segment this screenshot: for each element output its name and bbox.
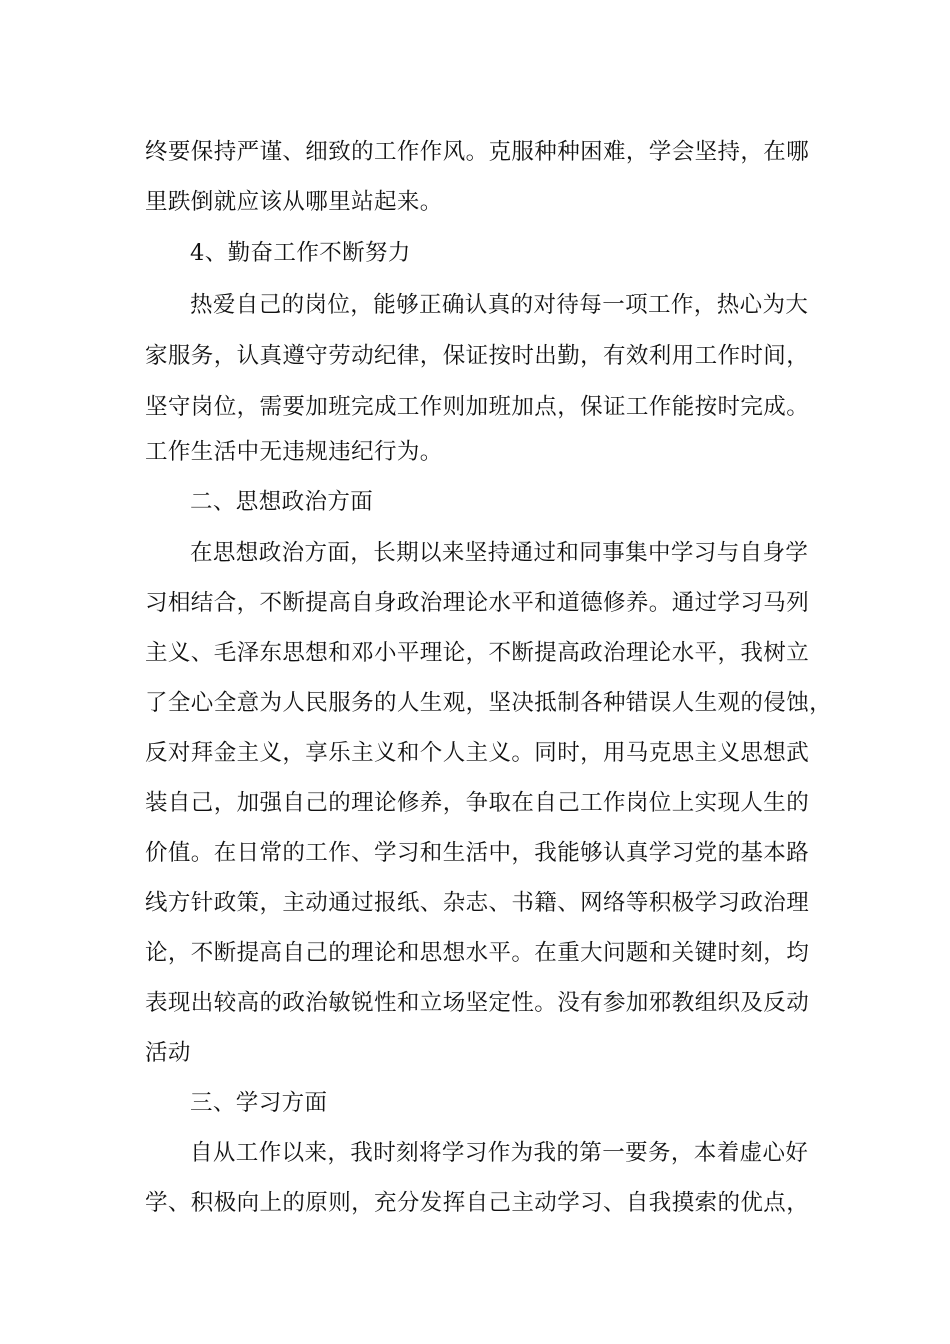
text-line: 反对拜金主义，享乐主义和个人主义。同时，用马克思主义思想武 — [145, 740, 810, 766]
text-line: 终要保持严谨、细致的工作作风。克服种种困难，学会坚持，在哪 — [145, 139, 810, 165]
section-heading: 4、勤奋工作不断努力 — [190, 240, 411, 266]
text-line: 装自己，加强自己的理论修养，争取在自己工作岗位上实现人生的 — [145, 790, 810, 816]
paragraph-first-line: 在思想政治方面，长期以来坚持通过和同事集中学习与自身学 — [190, 540, 809, 566]
text-line: 主义、毛泽东思想和邓小平理论，不断提高政治理论水平，我树立 — [145, 640, 810, 666]
text-line: 表现出较高的政治敏锐性和立场坚定性。没有参加邪教组织及反动 — [145, 990, 810, 1016]
paragraph-first-line: 热爱自己的岗位，能够正确认真的对待每一项工作，热心为大 — [190, 292, 809, 318]
text-line: 工作生活中无违规违纪行为。 — [145, 439, 443, 465]
text-line: 坚守岗位，需要加班完成工作则加班加点，保证工作能按时完成。 — [145, 394, 810, 420]
text-line: 活动 — [145, 1040, 191, 1066]
paragraph-first-line: 自从工作以来，我时刻将学习作为我的第一要务，本着虚心好 — [190, 1140, 809, 1166]
text-line: 线方针政策，主动通过报纸、杂志、书籍、网络等积极学习政治理 — [145, 890, 810, 916]
text-line: 里跌倒就应该从哪里站起来。 — [145, 189, 443, 215]
text-line: 学、积极向上的原则，充分发挥自己主动学习、自我摸索的优点， — [145, 1190, 810, 1216]
text-line: 论，不断提高自己的理论和思想水平。在重大问题和关键时刻，均 — [145, 940, 810, 966]
section-heading: 二、思想政治方面 — [190, 489, 374, 515]
text-line: 习相结合，不断提高自身政治理论水平和道德修养。通过学习马列 — [145, 590, 810, 616]
text-line: 价值。在日常的工作、学习和生活中，我能够认真学习党的基本路 — [145, 840, 810, 866]
text-line: 家服务，认真遵守劳动纪律，保证按时出勤，有效利用工作时间， — [145, 343, 810, 369]
section-heading: 三、学习方面 — [190, 1090, 328, 1116]
text-line: 了全心全意为人民服务的人生观，坚决抵制各种错误人生观的侵蚀， — [145, 690, 833, 716]
